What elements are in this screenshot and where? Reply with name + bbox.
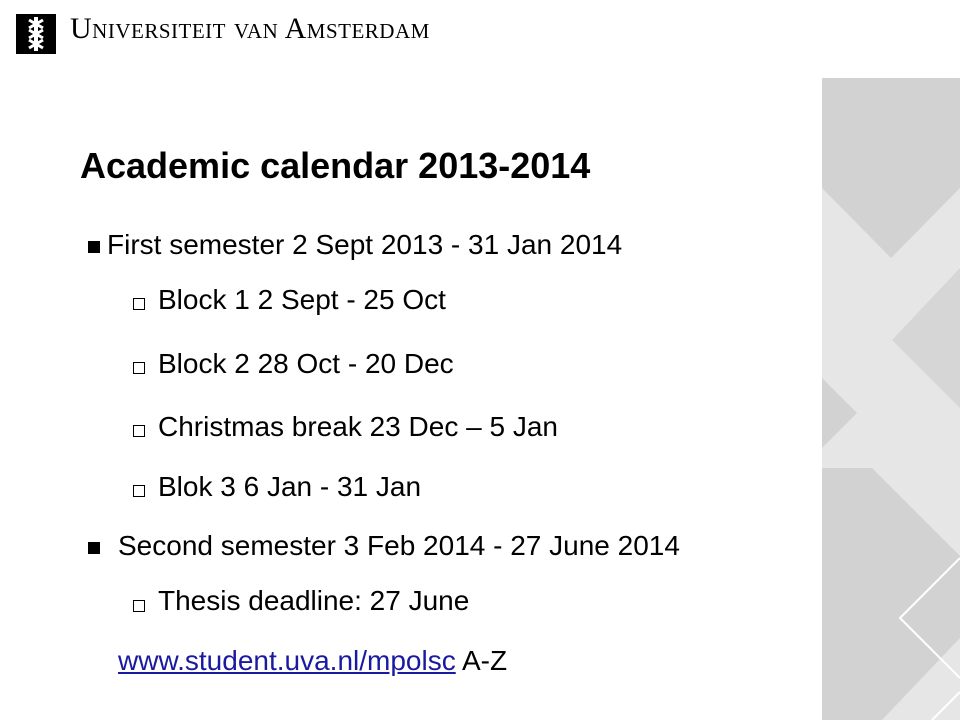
link-line bbox=[118, 645, 507, 677]
decorative-band bbox=[822, 78, 960, 720]
bullet-square-icon bbox=[88, 241, 100, 253]
university-name: Universiteit van Amsterdam bbox=[70, 12, 430, 45]
thesis-deadline-text: Thesis deadline: 27 June bbox=[158, 585, 470, 616]
slide-title: Academic calendar 2013-2014 bbox=[80, 145, 591, 186]
bullet-hollow-square-icon bbox=[133, 600, 145, 612]
block-1-text: Block 1 2 Sept - 25 Oct bbox=[158, 284, 446, 315]
first-semester-text: First semester 2 Sept 2013 - 31 Jan 2014 bbox=[107, 229, 623, 260]
bullet-hollow-square-icon bbox=[133, 485, 145, 497]
uva-crest-icon bbox=[16, 14, 56, 54]
bullet-hollow-square-icon bbox=[133, 298, 145, 310]
block-2-text: Block 2 28 Oct - 20 Dec bbox=[158, 348, 454, 379]
bullet-hollow-square-icon bbox=[133, 425, 145, 437]
student-portal-link[interactable]: www.student.uva.nl/mpolsc bbox=[118, 645, 456, 676]
bullet-square-icon bbox=[88, 542, 100, 554]
second-semester-text: Second semester 3 Feb 2014 - 27 June 2014 bbox=[118, 530, 680, 561]
bullet-hollow-square-icon bbox=[133, 362, 145, 374]
christmas-break-text: Christmas break 23 Dec – 5 Jan bbox=[158, 411, 558, 442]
link-suffix: A-Z bbox=[455, 645, 508, 676]
block-3-text: Blok 3 6 Jan - 31 Jan bbox=[158, 471, 422, 502]
